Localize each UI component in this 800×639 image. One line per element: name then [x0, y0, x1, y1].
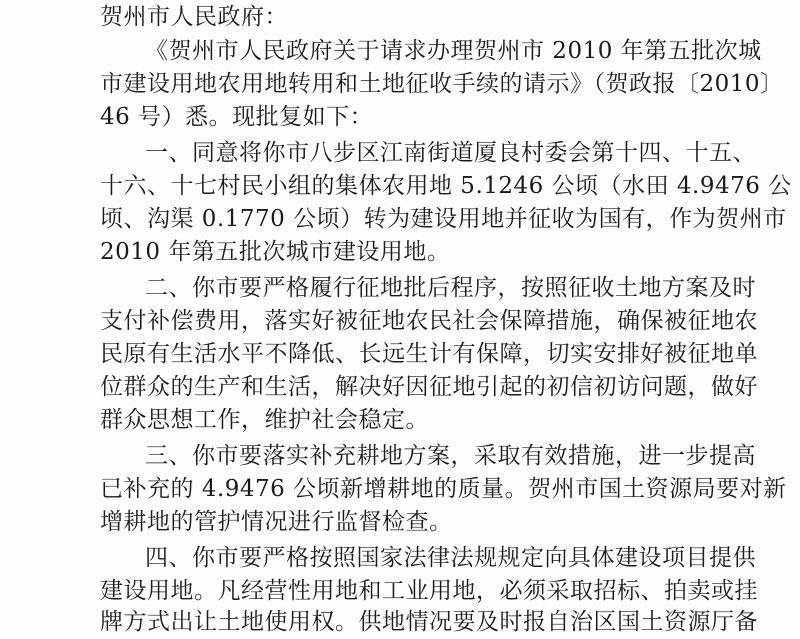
paragraph-line: 民原有生活水平不降低、长远生计有保障，切实安排好被征地单 — [100, 341, 758, 367]
paragraph-line: 四、你市要严格按照国家法律法规规定向具体建设项目提供 — [145, 545, 756, 571]
paragraph-line: 《贺州市人民政府关于请求办理贺州市 2010 年第五批次城 — [145, 38, 762, 64]
paragraph-line: 46 号）悉。现批复如下： — [100, 104, 374, 130]
salutation: 贺州市人民政府： — [100, 4, 288, 30]
paragraph-line: 位群众的生产和生活，解决好因征地引起的初信初访问题，做好 — [100, 374, 758, 400]
paragraph-line: 群众思想工作，维护社会稳定。 — [100, 407, 429, 433]
paragraph-line: 十六、十七村民小组的集体农用地 5.1246 公顷（水田 4.9476 公 — [100, 173, 792, 199]
paragraph-line: 三、你市要落实补充耕地方案，采取有效措施，进一步提高 — [145, 443, 756, 469]
paragraph-line: 二、你市要严格履行征地批后程序，按照征收土地方案及时 — [145, 275, 756, 301]
paragraph-line: 建设用地。凡经营性用地和工业用地，必须采取招标、拍卖或挂 — [100, 578, 758, 604]
paragraph-line: 顷、沟渠 0.1770 公顷）转为建设用地并征收为国有，作为贺州市 — [100, 206, 787, 232]
paragraph-line: 增耕地的管护情况进行监督检查。 — [100, 509, 453, 535]
paragraph-line: 市建设用地农用地转用和土地征收手续的请示》（贺政报〔2010〕 — [100, 71, 784, 97]
paragraph-line: 支付补偿费用，落实好被征地农民社会保障措施，确保被征地农 — [100, 308, 758, 334]
paragraph-line: 2010 年第五批次城市建设用地。 — [100, 239, 451, 265]
paragraph-line: 已补充的 4.9476 公顷新增耕地的质量。贺州市国土资源局要对新 — [100, 476, 787, 502]
paragraph-line: 一、同意将你市八步区江南街道厦良村委会第十四、十五、 — [145, 140, 756, 166]
paragraph-line: 牌方式出让土地使用权。供地情况要及时报自治区国土资源厅备 — [100, 609, 758, 635]
